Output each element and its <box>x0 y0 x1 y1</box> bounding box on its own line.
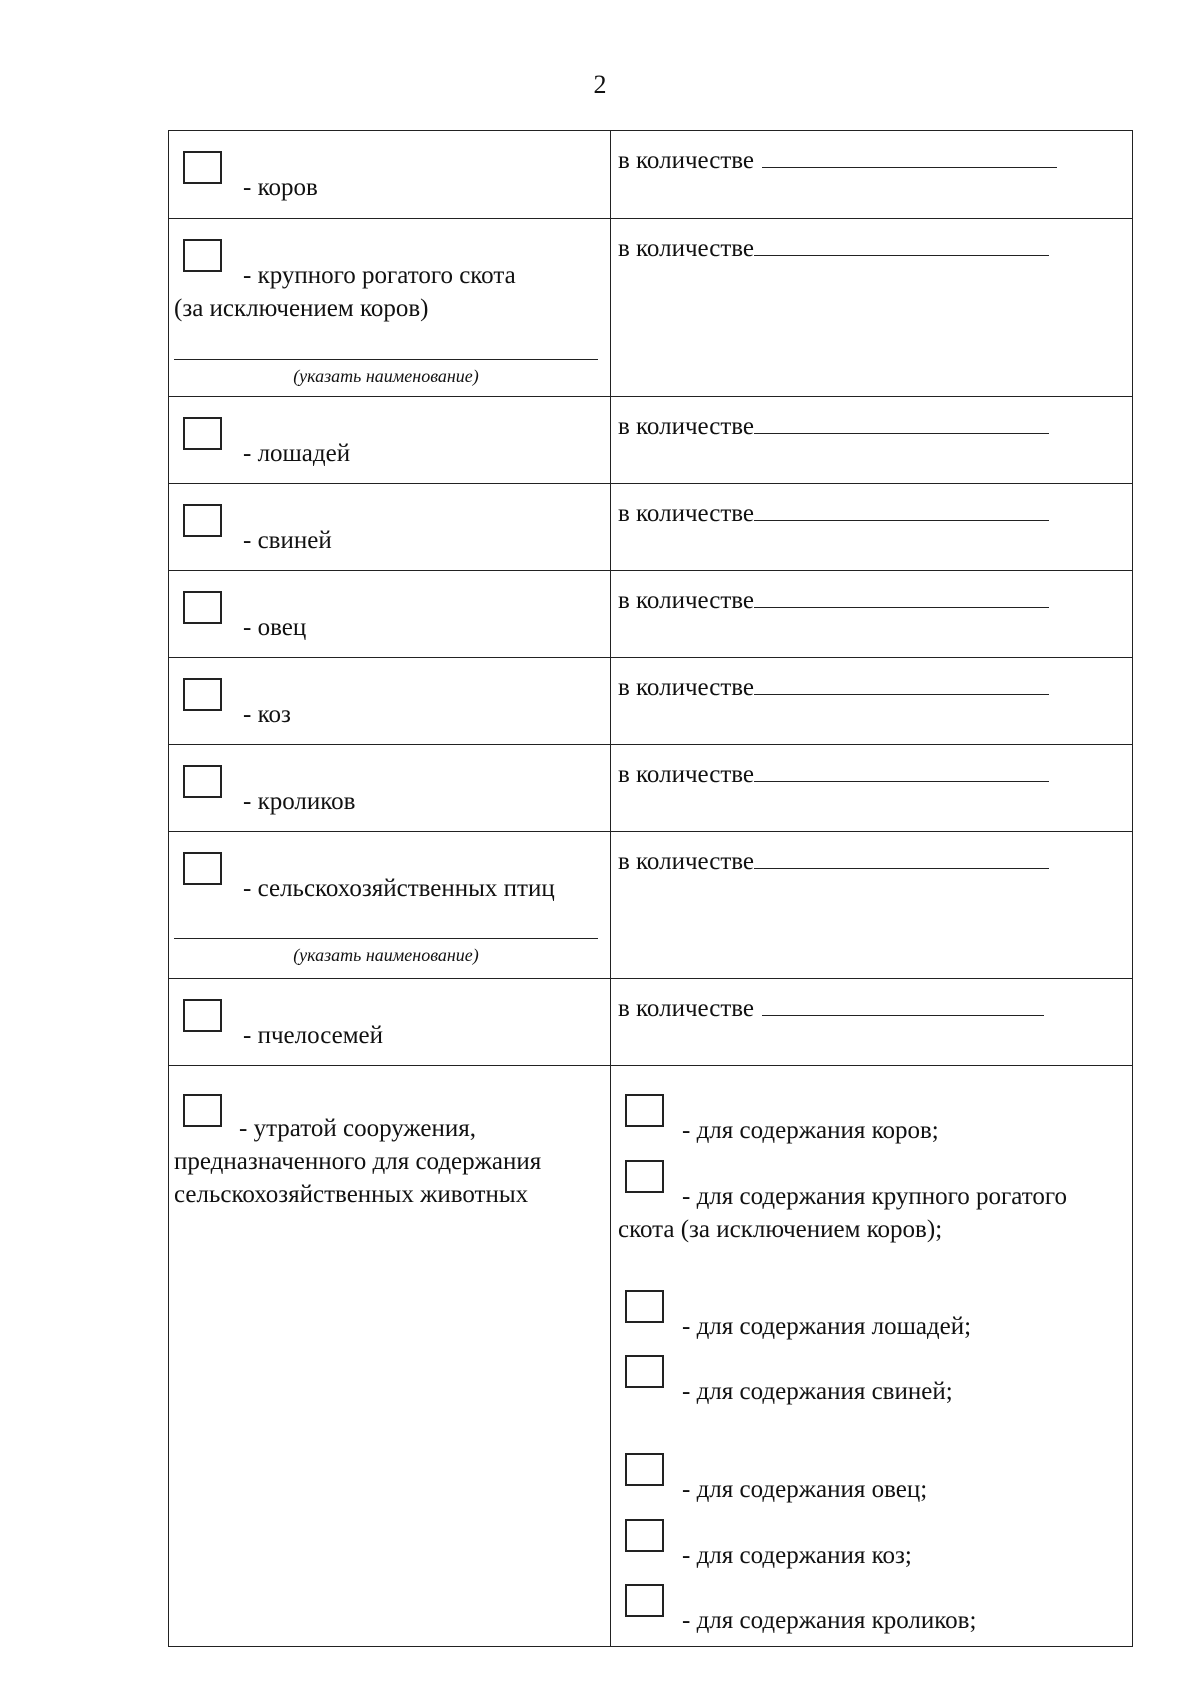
quantity-label: в количестве <box>618 761 755 788</box>
checkbox-purpose-rabbits[interactable] <box>625 1584 664 1617</box>
structure-loss-label: - утратой сооружения, предназначенного для содержания сельскохозяйственных животных <box>174 1115 542 1208</box>
animal-label-poultry: - сельскохозяйственных птиц <box>243 875 555 902</box>
quantity-field-bees[interactable] <box>762 991 1044 1016</box>
quantity-label: в количестве <box>618 674 755 701</box>
table-row-poultry <box>169 832 1133 979</box>
purpose-option-sheep <box>618 1453 1118 1506</box>
purpose-option-label: - для содержания овец; <box>682 1476 928 1503</box>
quantity-label: в количестве <box>618 413 755 440</box>
table-row-pigs <box>169 484 1133 571</box>
cell-animal <box>169 658 611 745</box>
cell-animal <box>169 979 611 1066</box>
checkbox-purpose-goats[interactable] <box>625 1519 664 1552</box>
quantity-label: в количестве <box>618 587 755 614</box>
checkbox-structure-loss[interactable] <box>183 1094 222 1127</box>
checkbox-goats[interactable] <box>183 678 222 711</box>
cell-animal <box>169 484 611 571</box>
checkbox-pigs[interactable] <box>183 504 222 537</box>
table-row-goats <box>169 658 1133 745</box>
livestock-form-table <box>168 130 1133 1647</box>
quantity-field-cattle[interactable] <box>754 231 1049 256</box>
checkbox-rabbits[interactable] <box>183 765 222 798</box>
cell-animal <box>169 745 611 832</box>
cell-quantity <box>611 571 1133 658</box>
quantity-label: в количестве <box>618 147 755 174</box>
checkbox-purpose-cattle[interactable] <box>625 1160 664 1193</box>
cell-quantity <box>611 219 1133 397</box>
checkbox-cattle[interactable] <box>183 239 222 272</box>
quantity-field-goats[interactable] <box>754 670 1049 695</box>
cell-structure-loss <box>169 1066 611 1647</box>
checkbox-sheep[interactable] <box>183 591 222 624</box>
page-number: 2 <box>593 70 607 99</box>
cell-quantity <box>611 484 1133 571</box>
table-row-bees <box>169 979 1133 1066</box>
animal-label-bees: - пчелосемей <box>243 1022 384 1049</box>
purpose-option-label: - для содержания лошадей; <box>682 1313 972 1340</box>
table-row-structure-loss <box>169 1066 1133 1647</box>
checkbox-horses[interactable] <box>183 417 222 450</box>
cell-quantity <box>611 832 1133 979</box>
purpose-option-label: - для содержания свиней; <box>682 1378 953 1405</box>
table-row-sheep <box>169 571 1133 658</box>
table-row-cattle <box>169 219 1133 397</box>
animal-label-goats: - коз <box>243 701 291 728</box>
checkbox-cows[interactable] <box>183 151 222 184</box>
animal-label-horses: - лошадей <box>243 440 351 467</box>
checkbox-poultry[interactable] <box>183 852 222 885</box>
purpose-option-label: - для содержания кроликов; <box>682 1607 977 1634</box>
quantity-field-rabbits[interactable] <box>754 757 1049 782</box>
name-caption: (указать наименование) <box>293 366 479 386</box>
animal-label-cattle-continuation: (за исключением коров) <box>174 295 429 322</box>
quantity-label: в количестве <box>618 235 755 262</box>
quantity-field-sheep[interactable] <box>754 583 1049 608</box>
purpose-option-label: - для содержания крупного рогатого скота (за исключением коров); <box>618 1183 1067 1243</box>
quantity-field-horses[interactable] <box>754 409 1049 434</box>
checkbox-purpose-horses[interactable] <box>625 1290 664 1323</box>
animal-label-sheep: - овец <box>243 614 307 641</box>
purpose-option-pigs <box>618 1355 1118 1408</box>
cell-animal <box>169 219 611 397</box>
cell-structure-purpose-options <box>611 1066 1133 1647</box>
purpose-option-label: - для содержания коров; <box>682 1117 939 1144</box>
animal-label-cattle: - крупного рогатого скота <box>243 262 516 289</box>
quantity-field-poultry[interactable] <box>754 844 1049 869</box>
animal-label-pigs: - свиней <box>243 527 332 554</box>
purpose-option-cattle <box>618 1160 1118 1246</box>
animal-label-rabbits: - кроликов <box>243 788 356 815</box>
purpose-option-rabbits <box>618 1584 1118 1637</box>
checkbox-purpose-cows[interactable] <box>625 1094 664 1127</box>
cell-animal <box>169 832 611 979</box>
quantity-label: в количестве <box>618 995 755 1022</box>
quantity-field-pigs[interactable] <box>754 496 1049 521</box>
cell-quantity <box>611 979 1133 1066</box>
table-row-horses <box>169 397 1133 484</box>
cell-quantity <box>611 658 1133 745</box>
purpose-option-label: - для содержания коз; <box>682 1542 912 1569</box>
cell-quantity <box>611 131 1133 219</box>
cell-animal <box>169 131 611 219</box>
cell-quantity <box>611 745 1133 832</box>
name-field-poultry[interactable] <box>174 938 598 939</box>
checkbox-purpose-pigs[interactable] <box>625 1355 664 1388</box>
quantity-label: в количестве <box>618 500 755 527</box>
checkbox-bees[interactable] <box>183 999 222 1032</box>
cell-quantity <box>611 397 1133 484</box>
table-row-cows <box>169 131 1133 219</box>
name-field-cattle[interactable] <box>174 359 598 360</box>
cell-animal <box>169 397 611 484</box>
table-row-rabbits <box>169 745 1133 832</box>
checkbox-purpose-sheep[interactable] <box>625 1453 664 1486</box>
purpose-option-cows <box>618 1094 1118 1147</box>
quantity-field-cows[interactable] <box>762 143 1057 168</box>
purpose-option-horses <box>618 1290 1118 1343</box>
quantity-label: в количестве <box>618 848 755 875</box>
animal-label-cows: - коров <box>243 174 318 201</box>
name-caption: (указать наименование) <box>293 945 479 965</box>
cell-animal <box>169 571 611 658</box>
purpose-option-goats <box>618 1519 1118 1572</box>
